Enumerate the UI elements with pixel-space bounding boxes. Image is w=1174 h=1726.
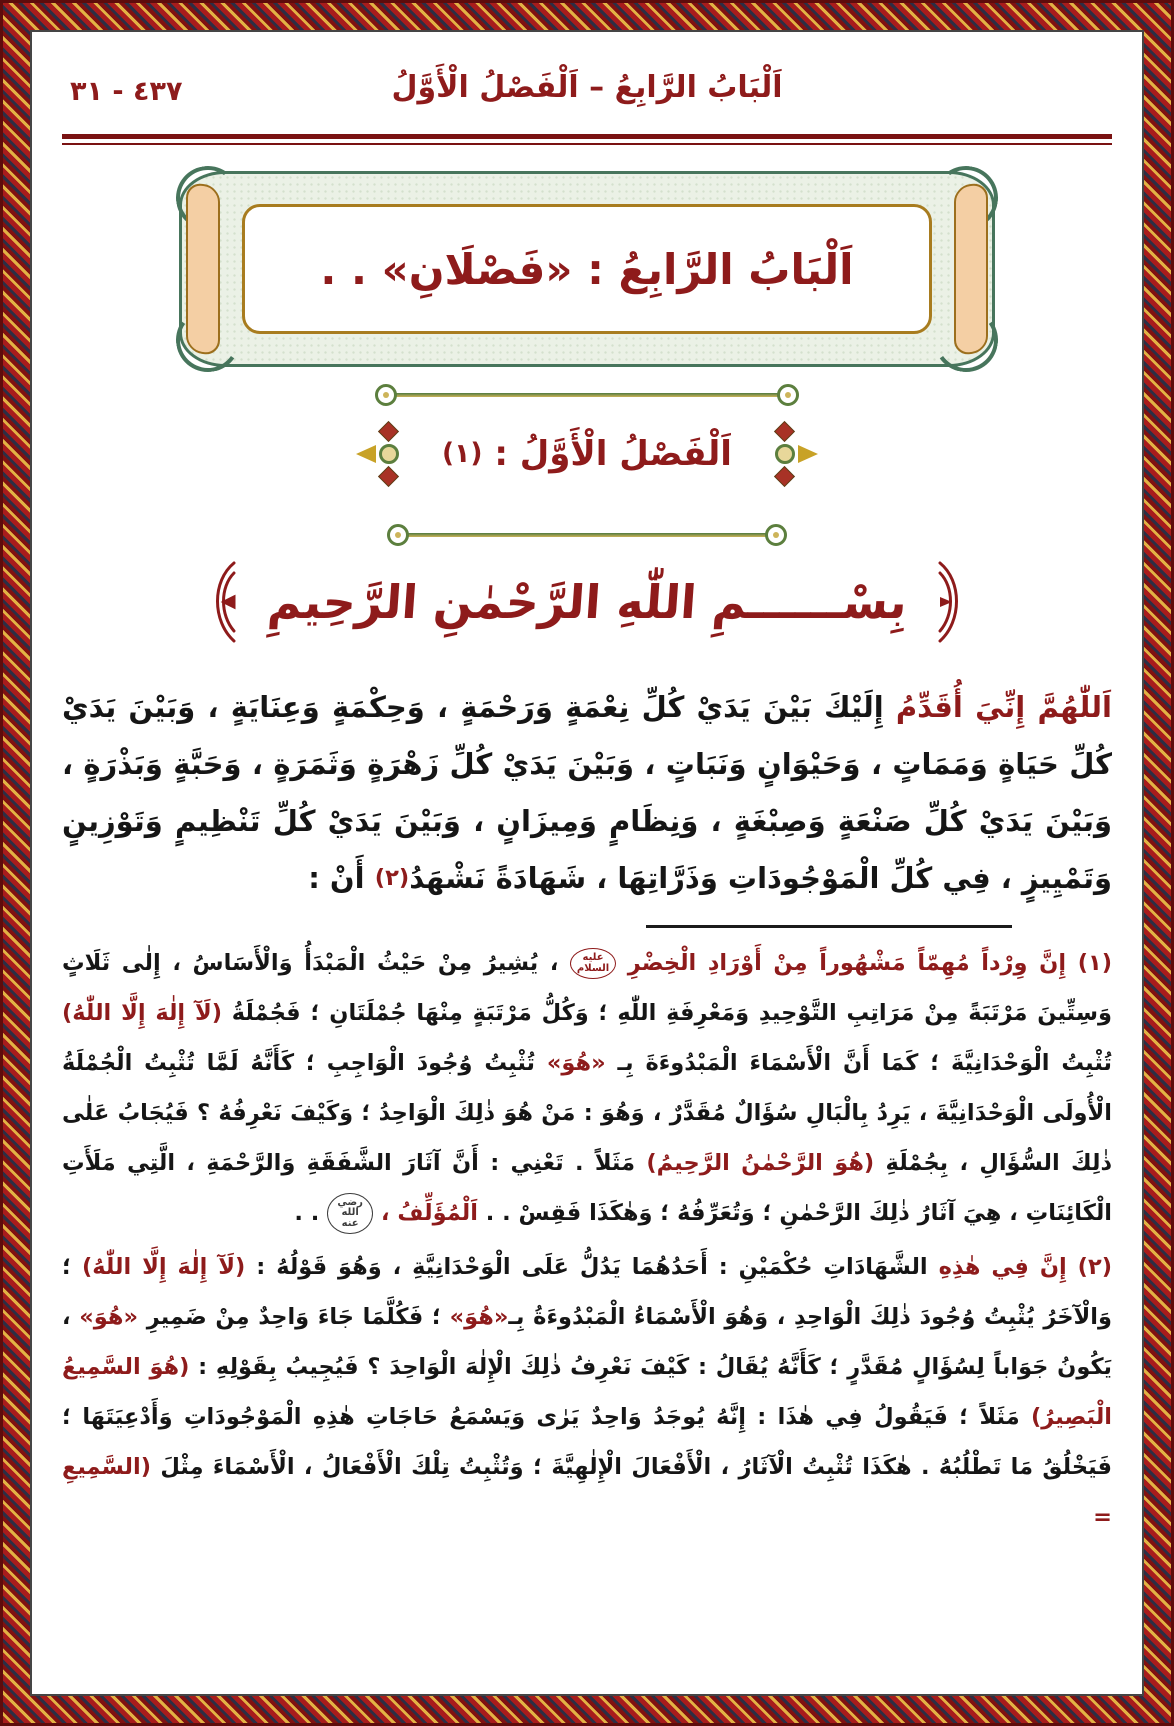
frame-bottom-line [407, 533, 767, 537]
bismillah-row [62, 559, 1112, 645]
running-head-title: اَلْبَابُ الرَّابِعُ – اَلْفَصْلُ الْأَوَّلُ [391, 70, 783, 105]
arrow-floret-ornament-icon [356, 425, 422, 483]
header-rule [62, 134, 1112, 145]
chapter-banner [179, 171, 995, 367]
loop-ornament-icon [387, 524, 409, 546]
bismillah-text: بِسْــــــمِ اللّٰهِ الرَّحْمٰنِ الرَّحِيمِ [265, 575, 909, 629]
arrowhead-icon [356, 445, 376, 463]
floret-icon [379, 422, 397, 440]
arrowhead-icon [798, 445, 818, 463]
section-heading-row [317, 425, 857, 483]
loop-ornament-icon [777, 384, 799, 406]
frame-top-line [395, 393, 779, 397]
knot-icon [775, 444, 795, 464]
floret-icon [775, 467, 793, 485]
header-rule-thick [62, 134, 1112, 139]
footnotes-block [62, 938, 1112, 1542]
page-sheet [30, 30, 1144, 1696]
floret-icon [379, 467, 397, 485]
footnote-1: (١) إِنَّ وِرْداً مُهِمّاً مَشْهُوراً مِنْ أَوْرَادِ الْخِضْرِ عليه السلام ، يُشِيرُ مِنْ حَيْثُ الْمَبْدَأُ وَالْأَسَاسُ ، إِلٰى ثَلَاثٍ وَسِتِّينَ مَرْتَبَةً مِنْ مَرَاتِبِ التَّوْحِيدِ وَمَعْرِفَةِ اللّٰهِ ؛ وَكُلُّ مَرْتَبَةٍ مِنْهَا جُمْلَتَانِ ؛ فَجُمْلَةُ (لَآ إِلٰهَ إِلَّا اللّٰهُ) تُثْبِتُ الْوَحْدَانِيَّةَ ؛ كَمَا أَنَّ الْأَسْمَاءَ الْمَبْدُوءَةَ بِـ «هُوَ» تُثْبِتُ وُجُودَ الْوَاجِبِ ؛ كَأَنَّهُ لَمَّا تُثْبِتُ الْجُمْلَةُ الْأُولَى الْوَحْدَانِيَّةَ ، يَرِدُ بِالْبَالِ سُؤَالٌ مُقَدَّرٌ ، وَهُوَ : مَنْ هُوَ ذٰلِكَ الْوَاحِدُ ؛ وَكَيْفَ نَعْرِفُهُ ؟ فَيُجَابُ عَلٰى ذٰلِكَ السُّؤَالِ ، بِجُمْلَةِ (هُوَ الرَّحْمٰنُ الرَّحِيمُ) مَثَلاً . تَعْنِي : أَنَّ آثَارَ الشَّفَقَةِ وَالرَّحْمَةِ ، الَّتِي مَلَأَتِ الْكَائِنَاتِ ، هِيَ آثَارُ ذٰلِكَ الرَّحْمٰنِ ؛ وَتُعَرِّفُهُ ؛ وَهٰكَذَا فَقِسْ . . اَلْمُؤَلِّفُ ، رضي الله عنه . . [62, 938, 1112, 1238]
section-title: اَلْفَصْلُ الْأَوَّلُ : (١) [442, 434, 732, 474]
loop-ornament-icon [375, 384, 397, 406]
header-rule-thin [62, 143, 1112, 145]
flourish-icon [932, 559, 974, 645]
ribbon-ornament-icon [186, 182, 220, 356]
footnote-separator [646, 925, 1012, 928]
floret-icon [775, 422, 793, 440]
footnote-2: (٢) إِنَّ فِي هٰذِهِ الشَّهَادَاتِ حُكْمَيْنِ : أَحَدُهُمَا يَدُلُّ عَلَى الْوَحْدَانِيَّةِ ، وَهُوَ قَوْلُهُ : (لَآ إِلٰهَ إِلَّا اللّٰهُ) ؛ وَالْآخَرُ يُثْبِتُ وُجُودَ ذٰلِكَ الْوَاحِدِ ، وَهُوَ الْأَسْمَاءُ الْمَبْدُوءَةُ بِـ«هُوَ» ؛ فَكُلَّمَا جَاءَ وَاحِدٌ مِنْ ضَمِيرِ «هُوَ» ، يَكُونُ جَوَاباً لِسُؤَالٍ مُقَدَّرٍ ؛ كَأَنَّهُ يُقَالُ : كَيْفَ نَعْرِفُ ذٰلِكَ الْإِلٰهَ الْوَاحِدَ ؟ فَيُجِيبُ بِقَوْلِهِ : (هُوَ السَّمِيعُ الْبَصِيرُ) مَثَلاً ؛ فَيَقُولُ فِي هٰذَا : إِنَّهُ يُوجَدُ وَاحِدٌ يَرٰى وَيَسْمَعُ حَاجَاتِ هٰذِهِ الْمَوْجُودَاتِ وَأَدْعِيَتَهَا ؛ فَيَخْلُقُ مَا تَطْلُبُهُ . هٰكَذَا تُثْبِتُ الْآثَارُ ، الْأَفْعَالَ الْإِلٰهِيَّةَ ؛ وَتُثْبِتُ تِلْكَ الْأَفْعَالُ ، الْأَسْمَاءَ مِثْلَ (السَّمِيعِ = [62, 1254, 1112, 1530]
page-number: ٤٣٧ - ٣١ [70, 76, 183, 107]
ribbon-ornament-icon [954, 182, 988, 356]
arrow-floret-ornament-icon [752, 425, 818, 483]
chapter-banner-title: اَلْبَابُ الرَّابِعُ : «فَصْلَانِ» . . [320, 244, 854, 294]
body-paragraph: اَللّٰهُمَّ إِنِّيَ أُقَدِّمُ إِلَيْكَ بَيْنَ يَدَيْ كُلِّ نِعْمَةٍ وَرَحْمَةٍ ، وَحِكْمَةٍ وَعِنَايَةٍ ، وَبَيْنَ يَدَيْ كُلِّ حَيَاةٍ وَمَمَاتٍ ، وَحَيْوَانٍ وَنَبَاتٍ ، وَبَيْنَ يَدَيْ كُلِّ زَهْرَةٍ وَثَمَرَةٍ ، وَحَبَّةٍ وَبَذْرَةٍ ، وَبَيْنَ يَدَيْ كُلِّ صَنْعَةٍ وَصِبْغَةٍ ، وَنِظَامٍ وَمِيزَانٍ ، وَبَيْنَ يَدَيْ كُلِّ تَنْظِيمٍ وَتَوْزِينٍ وَتَمْيِيزٍ ، فِي كُلِّ الْمَوْجُودَاتِ وَذَرَّاتِهَا ، شَهَادَةً نَشْهَدُ(٢) أَنْ : [62, 690, 1112, 895]
section-heading-frame [317, 387, 857, 545]
knot-icon [379, 444, 399, 464]
chapter-banner-panel [242, 204, 932, 334]
flourish-icon [200, 559, 242, 645]
loop-ornament-icon [765, 524, 787, 546]
page-header [62, 68, 1112, 124]
